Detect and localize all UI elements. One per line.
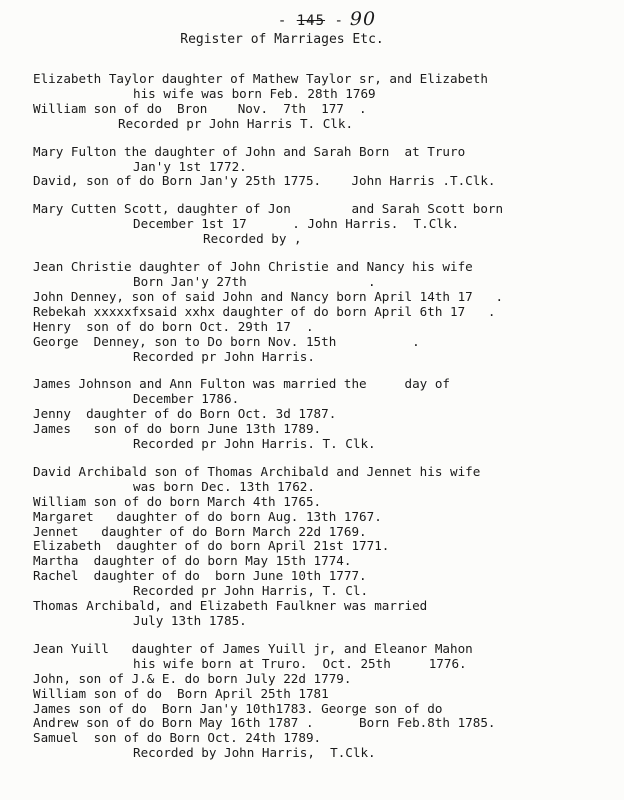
page-number-prefix: - [277, 13, 297, 29]
entry-line: Andrew son of do Born May 16th 1787 . Born Feb.8th 1785. [33, 715, 496, 731]
entry-line: Recorded pr John Harris. T. Clk. [133, 436, 376, 452]
register-entry [33, 72, 618, 132]
register-title: Register of Marriages Etc. [180, 32, 384, 47]
entry-line: William son of do Bron Nov. 7th 177 . [33, 100, 367, 116]
entry-line: Jennet daughter of do Born March 22d 1769. [33, 523, 367, 539]
page-number-suffix: - [325, 13, 344, 29]
entry-line: Martha daughter of do born May 15th 1774. [33, 553, 352, 569]
entry-line: John, son of J.& E. do born July 22d 1779. [33, 670, 352, 686]
entry-line: July 13th 1785. [133, 613, 247, 628]
entry-line: William son of do Born April 25th 1781 [33, 685, 329, 701]
page-header [0, 8, 624, 47]
entry-line: Henry son of do born Oct. 29th 17 . [33, 318, 314, 334]
register-entry [33, 377, 618, 452]
entry-line: December 1st 17 . John Harris. T.Clk. [133, 216, 460, 232]
entry-line: Recorded by , [203, 231, 302, 247]
entry-line: George Denney, son to Do born Nov. 15th . [33, 333, 420, 349]
register-entry [33, 465, 618, 629]
register-entry [33, 202, 618, 247]
entry-line: Jean Christie daughter of John Christie and Nancy his wife [33, 259, 473, 275]
entry-line: Recorded by John Harris, T.Clk. [133, 745, 376, 761]
page-number [30, 8, 624, 30]
register-entry [33, 642, 618, 761]
entry-line: Recorded pr John Harris, T. Cl. [133, 583, 369, 599]
entry-line: Recorded pr John Harris T. Clk. [118, 115, 354, 131]
register-entry [33, 260, 618, 364]
entry-line: James Johnson and Ann Fulton was married the day of [33, 376, 451, 392]
entry-line: Jenny daughter of do Born Oct. 3d 1787. [33, 406, 337, 422]
entry-line: Born Jan'y 27th . [133, 273, 376, 289]
page-number-struck: 145 [296, 13, 326, 29]
entry-line: James son of do Born Jan'y 10th1783. George son of do [33, 700, 443, 716]
register-entry [33, 145, 618, 190]
entry-line: was born Dec. 13th 1762. [133, 478, 315, 494]
entry-line: Rachel daughter of do born June 10th 1777. [33, 568, 367, 584]
entry-line: Margaret daughter of do born Aug. 13th 1767. [33, 508, 382, 524]
entry-line: his wife was born Feb. 28th 1769 [133, 85, 376, 101]
page-number-handwritten: 90 [349, 8, 377, 30]
entry-line: Recorded pr John Harris. [133, 348, 315, 364]
entry-line: David Archibald son of Thomas Archibald and Jennet his wife [33, 463, 481, 479]
entry-line: Elizabeth Taylor daughter of Mathew Taylor sr, and Elizabeth [33, 71, 488, 86]
entry-line: James son of do born June 13th 1789. [33, 421, 322, 437]
entry-line: John Denney, son of said John and Nancy born April 14th 17 . [33, 288, 504, 304]
entry-line: Jean Yuill daughter of James Yuill jr, and Eleanor Mahon [33, 640, 473, 656]
entry-line: his wife born at Truro. Oct. 25th 1776. [133, 655, 467, 671]
entry-line: Mary Cutten Scott, daughter of Jon and Sarah Scott born [33, 201, 504, 217]
entry-line: Jan'y 1st 1772. [133, 158, 247, 174]
entry-line: Rebekah xxxxxfxsaid xxhx daughter of do born April 6th 17 . [33, 303, 496, 319]
entry-line: David, son of do Born Jan'y 25th 1775. John Harris .T.Clk. [33, 173, 496, 189]
entry-line: William son of do born March 4th 1765. [33, 493, 322, 509]
entry-line: Thomas Archibald, and Elizabeth Faulkner was married [33, 598, 428, 614]
entry-line: Samuel son of do Born Oct. 24th 1789. [33, 730, 322, 746]
entry-line: December 1786. [133, 391, 240, 407]
register-entries [33, 72, 618, 774]
entry-line: Elizabeth daughter of do born April 21st 1771. [33, 538, 390, 554]
entry-line: Mary Fulton the daughter of John and Sarah Born at Truro [33, 143, 466, 159]
